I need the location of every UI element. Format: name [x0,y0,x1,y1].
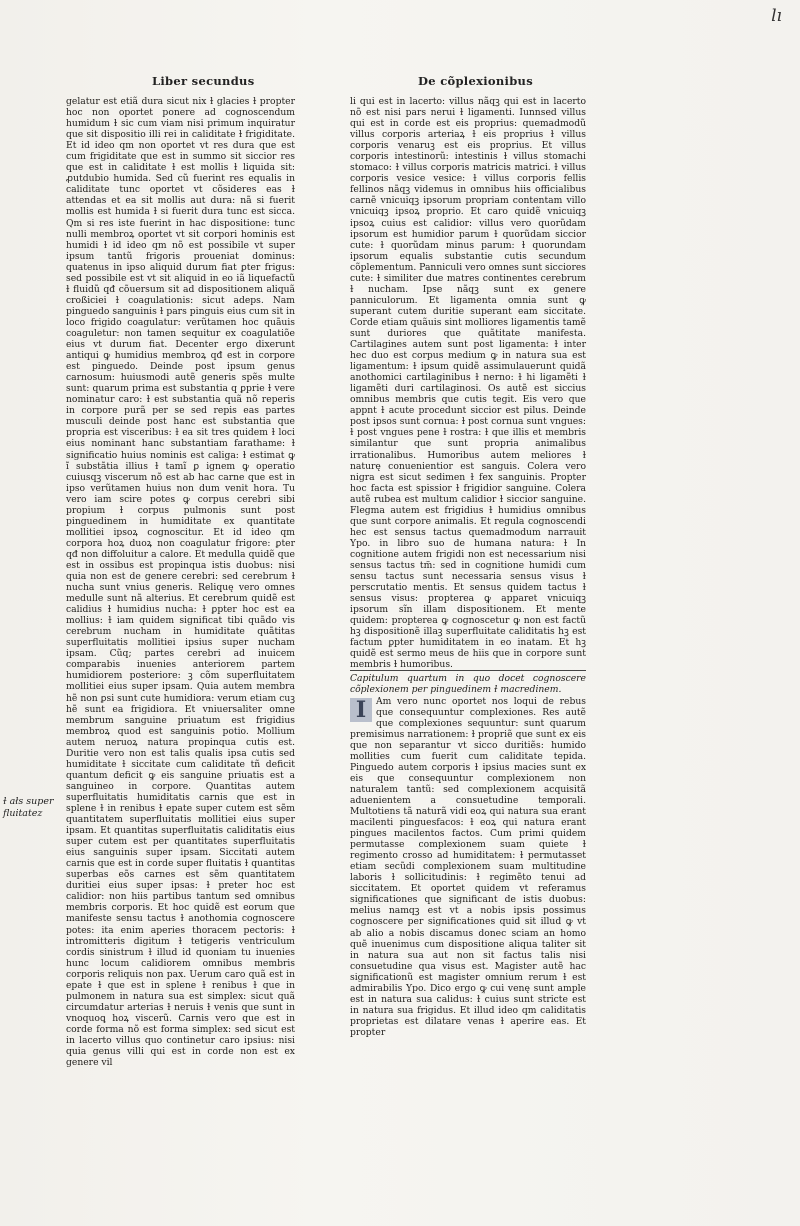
running-head-right: De cõplexionibus [418,74,533,88]
left-column-text: gelatur est etiã dura sicut nix ɫ glacies ɫ propter hoc non oportet ponere ad cognoscendum humidum ɫ sic cum viam nisi primum inquiratur que sit dispositio illi rei in caliditate ɫ frigiditate. Et id ideo qm non oportet vt res dura que est cum frigiditate que est in summo sit siccior res que est in caliditate ɫ est mollis ɫ liquida sit: ꝓutdubio humida. Sed cũ fuerint res equalis in caliditate tunc oportet vt cõsideres eas ɫ attendas et ea sit mollis aut dura: nã si fuerit mollis est humida ɫ si fuerit dura tunc est sicca. Qm si res iste fuerint in hac dispositione: tunc nulli membroꝝ oportet vt sit corpori hominis est humidi ɫ id ideo qm nõ est possibile vt super ipsum tantũ frigoris proueniat dominus: quatenus in ipso aliquid durum fiat ꝑter frigus: sed possibile est vt sit aliquid in eo iã liquefactũ ɫ fluidũ qđ cõuersum sit ad dispositionem aliquã croßiciei ɫ coagulationis: sicut adeps. Nam pinguedo sanguinis ɫ pars pinguis eius cum sit in loco frigido coagulatur: verũtamen hoc quãuis coaguletur: non tamen sequitur ex coagulatiõe eius vt durum fiat. Decenter ergo dixerunt antiqui ꝙ humidius membroꝝ qđ est in corpore est pinguedo. Deinde post ipsum genus carnosum: huiusmodi autẽ generis spẽs multe sunt: quarum prima est substantia q ꝑprie ɫ vere nominatur caro: ɫ est substantia quã nõ reperis in corpore purã per se sed repis eas partes musculi deinde post hanc est substantia que propria est visceribus: ɫ ea sit tres quidem ɫ loci eius nominant hanc substantiam farathame: ɫ significatio huius nominis est caliga: ɫ estimat ꝙ ĩ substãtia illius ɫ tamĩ ꝑ ignem ꝙ operatio cuiusqꝫ viscerum nõ est ab hac carne que est in ipso verũtamen huius non dum venit hora. Tu vero iam scire potes ꝙ corpus cerebri sibi propium ɫ corpus pulmonis sunt post pinguedinem in humiditate ex quantitate mollitiei ipsoꝝ cognoscitur. Et id ideo qm corpora hoꝝ duoꝝ non coagulatur frigore: ꝑter qđ non diffoluitur a calore. Et medulla quidẽ que est in ossibus est propinqua istis duobus: nisi quia non est de genere cerebri: sed cerebrum ɫ nucha sunt vnius generis. Reliquę vero omnes medulle sunt nã alterius. Et cerebrum quidẽ est calidius ɫ humidius nucha: ɫ ꝑpter hoc est ea mollius: ɫ iam quidem significat tibi quãdo vis cerebrum nucham in humiditate quãtitas superfluitatis mollitiei ipsius super nucham ipsam. Cũq; partes cerebri ad inuicem comparabis inuenies anteriorem partem humidiorem posteriore: ꝫ cõm superfluitatem mollitiei eius super ipsam. Quia autem membra hẽ non ꝑsi sunt cute humidiora: verum etiam cuꝫ hẽ sunt ea frigidiora. Et vniuersaliter omne membrum sanguine priuatum est frigidius membroꝝ quod est sanguinis potio. Mollium autem neruoꝝ natura propinqua cutis est. Duritie vero non est talis qualis ipsa cutis sed humiditate ɫ siccitate cum caliditate tñ deficit quantum deficit ꝙ eis sanguine priuatis est a sanguineo in corpore. Quantitas autem superfluitatis humiditatis carnis que est in splene ɫ in renibus ɫ epate super cutem est sẽm quantitatem superfluitatis mollitiei eius super ipsam. Et quantitas superfluitatis caliditatis eius super cutem est per quantitates superfluitatis eius sanguinis super ipsam. Siccitati autem carnis que est in corde super fluitatis ɫ quantitas superbas eõs carnes est sẽm quantitatem duritiei eius super ipsas: ɫ preter hoc est calidior: non hiis partibus tantum sed omnibus membris corporis. Et hoc quidẽ est eorum que manifeste sensu tactus ɫ anothomia cognoscere potes: ita enim aperies thoracem pectoris: ɫ intromitteris digitum ɫ tetigeris ventriculum cordis sinistrum ɫ illud id quoniam tu inuenies hunc locum calidiorem omnibus membris corporis reliquis non pax. Uerum caro quã est in epate ɫ que est in splene ɫ renibus ɫ que in pulmonem in natura sua est simplex: sicut quã circumdatur arterias ɫ neruis ɫ venis que sunt in vnoquoꝗ hoꝝ viscerũ. Carnis vero que est in corde forma nõ est forma simplex: sed sicut est in lacerto villus quo continetur caro ipsius: nisi quia genus villi qui est in corde non est ex genere vil [66,96,295,1069]
decorated-initial: I [350,698,372,722]
right-text-column [350,96,586,1038]
right-column-text-lower [350,696,586,1038]
right-column-text-upper: li qui est in lacerto: villus nãqꝫ qui est in lacerto nõ est nisi pars nerui ɫ ligamenti. Iunnsed villus qui est in corde est eis proprius: quemadmodũ villus corporis arteriaꝝ ɫ eis proprius ɫ villus corporis venaruꝫ est eis proprius. Et villus corporis intestinorũ: intestinis ɫ villus stomachi stomaco: ɫ villus corporis matricis matrici. ɫ villus corporis vesice vesice: ɫ villus corporis fellis fellinos nãqꝫ videmus in omnibus hiis officialibus carnẽ vnicuiqꝫ ipsorum propriam contentam villo vnicuiqꝫ ipsoꝝ proprio. Et caro quidẽ vnicuiqꝫ ipsoꝝ cuius est calidior: villus vero quorũdam ipsorum est humidior parum ɫ quorũdam siccior cute: ɫ quorũdam minus parum: ɫ quorundam ipsorum equalis substantie cutis secundum cõplementum. Panniculi vero omnes sunt sicciores cute: ɫ similiter due matres continentes cerebrum ɫ nucham. Ipse nãqꝫ sunt ex genere panniculorum. Et ligamenta omnia sunt ꝙ superant cutem duritie superant eam siccitate. Corde etiam quãuis sint molliores ligamentis tamẽ sunt duriores que quãtitate manifesta. Cartilagines autem sunt post ligamenta: ɫ inter hec duo est corpus medium ꝙ in natura sua est ligamentum: ɫ ipsum quidẽ assimulauerunt quidã anothomici cartilaginibus ɫ nerno: ɫ hi ligamẽti ɫ ligamẽti duri cartilaginosi. Os autẽ est siccius omnibus membris que cutis tegit. Eis vero que appnt ɫ acute procedunt siccior est pilus. Deinde post ipsos sunt cornua: ɫ post cornua sunt vngues: ɫ post vngues pene ɫ rostra: ɫ que illis et membris similantur que sunt propria animalibus irrationalibus. Humoribus autem meliores ɫ naturę conuenientior est sanguis. Colera vero nigra est sicut sedimen ɫ fex sanguinis. Propter hoc facta est spissior ɫ frigidior sanguine. Colera autẽ rubea est multum calidior ɫ siccior sanguine. Flegma autem est frigidius ɫ humidius omnibus que sunt corpore animalis. Et regula cognoscendi hec est sensus tactus quemadmodum narrauit Ypo. in libro suo de humana natura: ɫ In cognitione autem frigidi non est necessarium nisi sensus tactus tm̃: sed in cognitione humidi cum sensu tactus sunt necessaria sensus visus ɫ perscrutatio mentis. Et sensus quidem tactus ɫ sensus visus: propterea ꝙ apparet vnicuiqꝫ ipsorum sĩn illam dispositionem. Et mente quidem: propterea ꝙ cognoscetur ꝙ non est factũ hꝫ dispositionẽ illaꝫ superfluitate caliditatis hꝫ est factum ꝑpter humiditatem in eo inatam. Et hꝫ quidẽ est sermo meus de hiis que in corpore sunt membris ɫ humoribus. [350,96,586,671]
chapter-heading: Capitulum quartum in quo docet cognoscere cõplexionem per pinguedinem ɫ macredinem. [350,670,586,695]
running-head-left: Liber secundus [152,74,255,88]
chapter-body-text: Am vero nunc oportet nos loqui de rebus que consequuntur complexiones. Res autẽ que complexiones sequuntur: sunt quarum premisimus narrationem: ɫ propriẽ que sunt ex eis que non separantur vt sicco duritiẽs: humido mollities cum fuerit cum caliditate tepida. Pinguedo autem corporis ɫ ipsius macies sunt ex eis que consequuntur complexionem non naturalem tantũ: sed complexionem acquisitã aduenientem a consuetudine temporali. Multotiens tã naturã vidi eoꝝ qui natura sua erant macilenti pinguesfacos: ɫ eoꝝ qui natura erant pingues macilentos factos. Cum primi quidem permutasse complexionem suam quiete ɫ regimento crosso ad humiditatem: ɫ permutasset etiam secũdi complexionem suam multitudine laboris ɫ sollicitudinis: ɫ regimẽto tenui ad siccitatem. Et oportet quidem vt referamus significationes que significant de istis duobus: melius namqꝫ est vt a nobis ipsis possimus cognoscere per significationes quid sit illud ꝙ vt ab alio a nobis discamus donec sciam an homo quẽ inuenimus cum dispositione aliqua taliter sit in natura sua aut non sit factus talis nisi consuetudine qua visus est. Magister autẽ hac significationũ est magister omnium rerum ɫ est admirabilis Ypo. Dico ergo ꝙ cui venę sunt ample est in natura sua calidus: ɫ cuius sunt stricte est in natura sua frigidus. Et illud ideo qm caliditatis proprietas est dilatare venas ɫ aperire eas. Et propter [350,695,586,1038]
margin-annotation: ɫ ałs super fluitatez [3,796,54,819]
left-text-column [66,96,295,1069]
folio-number: lı [771,6,782,26]
